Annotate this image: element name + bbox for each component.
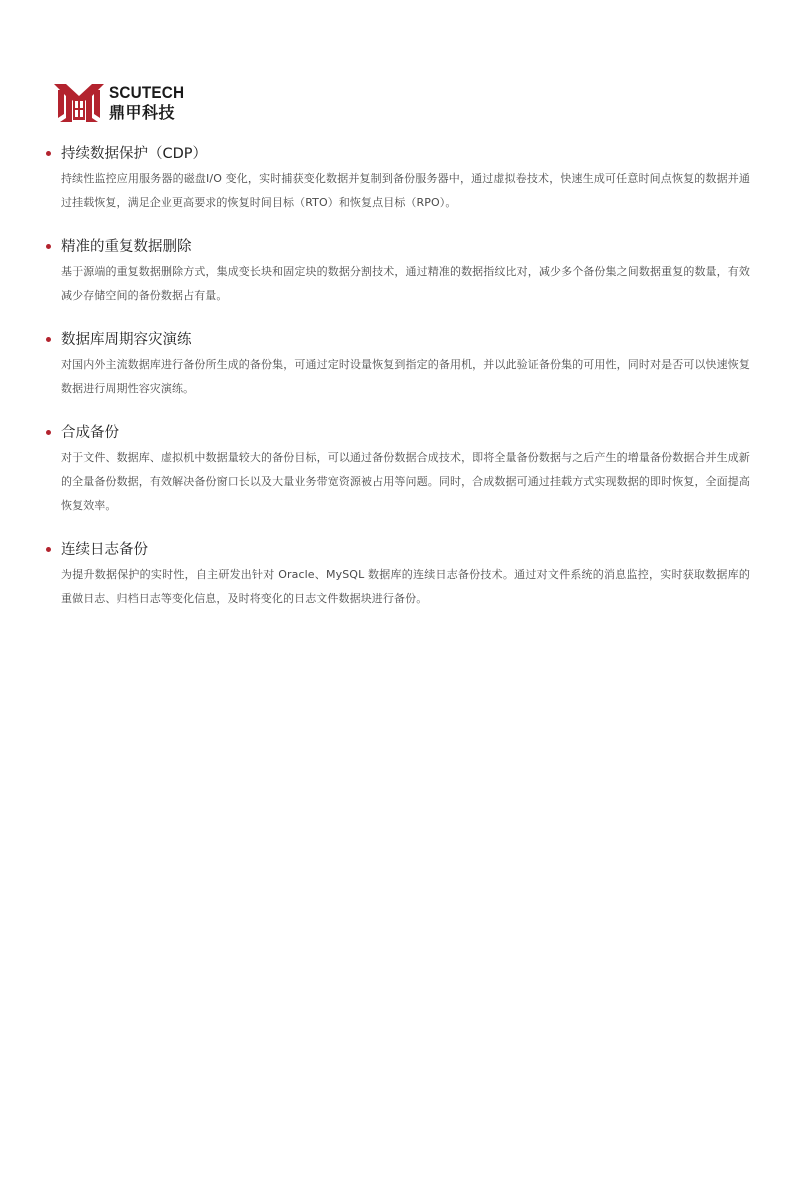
feature-title: 持续数据保护（CDP） [61, 145, 208, 162]
bullet-dot-icon [46, 151, 51, 156]
feature-list [46, 141, 750, 630]
feature-title: 精准的重复数据删除 [61, 238, 192, 255]
feature-heading [46, 327, 750, 349]
feature-section-dr-drill [46, 327, 750, 401]
logo-name-en: SCUTECH [109, 82, 185, 102]
bullet-dot-icon [46, 337, 51, 342]
feature-description: 为提升数据保护的实时性，自主研发出针对 Oracle、MySQL 数据库的连续日志备份技术。通过对文件系统的消息监控，实时获取数据库的重做日志、归档日志等变化信息，及时将变化的日志文件数据块进行备份。 [61, 568, 750, 605]
feature-description: 持续性监控应用服务器的磁盘I/O 变化，实时捕获变化数据并复制到备份服务器中，通过虚拟卷技术，快速生成可任意时间点恢复的数据并通过挂载恢复，满足企业更高要求的恢复时间目标（RTO）和恢复点目标（RPO）。 [61, 172, 750, 209]
feature-section-log-backup [46, 537, 750, 611]
feature-heading [46, 537, 750, 559]
feature-title: 合成备份 [61, 424, 119, 441]
bullet-dot-icon [46, 244, 51, 249]
feature-section-cdp [46, 141, 750, 215]
feature-section-synthetic-backup [46, 420, 750, 518]
feature-heading [46, 420, 750, 442]
feature-heading [46, 141, 750, 163]
feature-title: 连续日志备份 [61, 541, 148, 558]
feature-section-dedup [46, 234, 750, 308]
bullet-dot-icon [46, 547, 51, 552]
scutech-logo-icon [52, 80, 106, 124]
feature-description: 对国内外主流数据库进行备份所生成的备份集，可通过定时设量恢复到指定的备用机，并以此验证备份集的可用性，同时对是否可以快速恢复数据进行周期性容灾演练。 [61, 358, 750, 395]
feature-heading [46, 234, 750, 256]
feature-description: 对于文件、数据库、虚拟机中数据量较大的备份目标，可以通过备份数据合成技术，即将全量备份数据与之后产生的增量备份数据合并生成新的全量备份数据，有效解决备份窗口长以及大量业务带宽资源被占用等问题。同时，合成数据可通过挂载方式实现数据的即时恢复，全面提高恢复效率。 [61, 451, 750, 512]
logo-name-cn: 鼎甲科技 [109, 102, 176, 122]
feature-title: 数据库周期容灾演练 [61, 331, 192, 348]
logo-text [109, 84, 193, 121]
company-logo [52, 80, 193, 124]
feature-description: 基于源端的重复数据删除方式，集成变长块和固定块的数据分割技术，通过精准的数据指纹比对，减少多个备份集之间数据重复的数量，有效减少存储空间的备份数据占有量。 [61, 265, 750, 302]
bullet-dot-icon [46, 430, 51, 435]
